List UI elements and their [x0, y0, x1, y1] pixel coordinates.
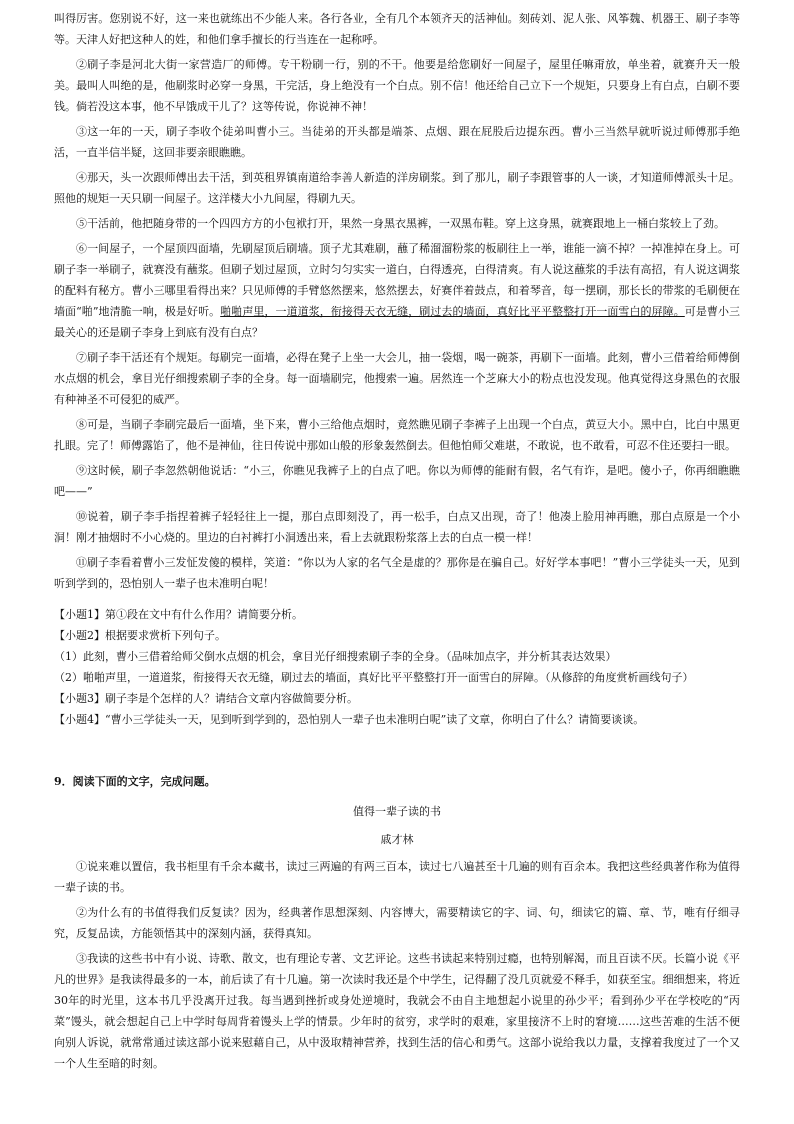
article-title: 值得一辈子读的书: [353, 805, 441, 818]
question-3: 【小题3】刷子李是个怎样的人？请结合文章内容做简要分析。: [54, 692, 358, 705]
underlined-sentence: 啪啪声里，一道道浆，衔接得天衣无缝，刷过去的墙面，真好比平平整整打开一面雪白的屏障。: [220, 305, 685, 318]
story-paragraph-9: ⑨这时候，刷子李忽然朝他说话：“小三，你瞧见我裤子上的白点了吧。你以为师傅的能耐有假，名气有诈，是吧。傻小子，你再细瞧瞧吧——”: [54, 464, 740, 498]
question-2-part-1: （1）此刻，曹小三借着给师父倒水点烟的机会，拿目光仔细搜索刷子李的全身。（品味加点字，并分析其表达效果）: [54, 650, 617, 663]
story-paragraph-8: ⑧可是，当刷子李刷完最后一面墙，坐下来，曹小三给他点烟时，竟然瞧见刷子李裤子上出现一个白点，黄豆大小。黑中白，比白中黑更扎眼。完了！师傅露馅了，他不是神仙，往日传说中那如山般的形象轰然倒去。但他怕师父难堪，不敢说，也不敢看，可忍不住还要扫一眼。: [54, 418, 740, 452]
article-author: 戚才林: [380, 833, 414, 846]
section-9-heading: 9．阅读下面的文字，完成问题。: [54, 775, 216, 788]
article-paragraph-2: ②为什么有的书值得我们反复读？因为，经典著作思想深刻、内容博大，需要精读它的字、词、句，细读它的篇、章、节，唯有仔细寻究，反复品读，方能领悟其中的深刻内涵，获得真知。: [54, 906, 740, 940]
question-2: 【小题2】根据要求赏析下列句子。: [54, 629, 226, 642]
article-paragraph-3: ③我读的这些书中有小说、诗歌、散文，也有理论专著、文艺评论。这些书读起来特别过瘾，也特别解渴，而且百读不厌。长篇小说《平凡的世界》是我读得最多的一本，前后读了有十几遍。第一次读时我还是个中学生，记得翻了没几页就爱不释手，如获至宝。细细想来，将近30年的时光里，这本书几乎没离开过我。每当遇到挫折或身处逆境时，我就会不由自主地想起小说里的孙少平；看到孙少平在学校吃的“丙菜”馒头，就会想起自己上中学时每周背着馒头上学的情景。少年时的贫穷，求学时的艰难，家里接济不上时的窘境……这些苦难的生活不便向别人诉说，就常常通过读这部小说来慰藉自己，从中汲取精神营养，找到生活的信心和勇气。这部小说给我以力量，支撑着我度过了一个又一个人生至暗的时刻。: [54, 952, 740, 1070]
story-paragraph-6: [54, 238, 740, 343]
question-4: 【小题4】“曹小三学徒头一天，见到听到学到的，恐怕别人一辈子也未准明白呢”读了文章，你明白了什么？请简要谈谈。: [54, 713, 645, 726]
story-paragraph-6-end: 可是曹小三最关心的还是刷子李身上到底有没有白点？: [54, 305, 741, 339]
question-2-part-2: （2）啪啪声里，一道道浆，衔接得天衣无缝，刷过去的墙面，真好比平平整整打开一面雪白的屏障。（从修辞的角度赏析画线句子）: [54, 671, 694, 684]
question-1: 【小题1】第①段在文中有什么作用？请简要分析。: [54, 608, 303, 621]
story-paragraph-11: ⑪刷子李看着曹小三发怔发傻的模样，笑道：“你以为人家的名气全是虚的？那你是在骗自己。好好学本事吧！”曹小三学徒头一天，见到听到学到的，恐怕别人一辈子也未准明白呢！: [54, 556, 740, 590]
story-paragraph-2: ②刷子李是河北大街一家营造厂的师傅。专干粉刷一行，别的不干。他要是给您刷好一间屋子，屋里任嘛甭放，单坐着，就赛升天一般美。最叫人叫绝的是，他刷浆时必穿一身黑，干完活，身上绝没有一个白点。别不信！他还给自己立下一个规矩，只要身上有白点，白刷不要钱。倘若没这本事，他不早饿成干儿了？这等传说，你说神不神！: [54, 58, 740, 113]
story-paragraph-7: ⑦刷子李干活还有个规矩。每刷完一面墙，必得在凳子上坐一大会儿，抽一袋烟，喝一碗茶，再刷下一面墙。此刻，曹小三借着给师傅倒水点烟的机会，拿目光仔细搜索刷子李的全身。每一面墙刷完，他搜索一遍。居然连一个芝麻大小的粉点也没发现。他真觉得这身黑色的衣服有种神圣不可侵犯的威严。: [54, 351, 740, 406]
story-paragraph-4: ④那天，头一次跟师傅出去干活，到英租界镇南道给李善人新造的洋房刷浆。到了那儿，刷子李跟管事的人一谈，才知道师傅派头十足。照他的规矩一天只刷一间屋子。这洋楼大小九间屋，得刷九天。: [54, 171, 740, 205]
story-paragraph-1-tail: 叫得厉害。您别说不好，这一来也就练出不少能人来。各行各业，全有几个本领齐天的活神仙。刻砖刘、泥人张、风筝魏、机器王、刷子李等等。天津人好把这种人的姓，和他们拿手擅长的行当连在一起称呼。: [54, 12, 740, 46]
question-list: [54, 604, 740, 730]
story-paragraph-10: ⑩说着，刷子李手指捏着裤子轻轻往上一提，那白点即刻没了，再一松手，白点又出现，奇了！他凑上脸用神再瞧，那白点原是一个小洞！刚才抽烟时不小心烧的。里边的白衬裤打小洞透出来，看上去就跟粉浆落上去的白点一模一样！: [54, 510, 740, 544]
story-paragraph-6-text: ⑥一间屋子，一个屋顶四面墙，先刷屋顶后刷墙。顶子尤其难刷，蘸了稀溜溜粉浆的板刷往上一举，谁能一滴不掉？一掉准掉在身上。可刷子李一举刷子，就赛没有蘸浆。但刷子划过屋顶，立时匀匀实实一道白，白得透亮，白得清爽。有人说这蘸浆的手法有高招，有人说这调浆的配料有秘方。曹小三哪里看得出来？只见师傅的手臂悠然摆来，悠然摆去，好赛伴着鼓点，和着琴音，每一摆刷，那长长的带浆的毛刷便在墙面“啪”地清脆一响，极是好听。: [54, 242, 740, 318]
story-paragraph-3: ③这一年的一天，刷子李收个徒弟叫曹小三。当徒弟的开头都是端茶、点烟、跟在屁股后边提东西。曹小三当然早就听说过师傅那手绝活，一直半信半疑，这回非要亲眼瞧瞧。: [54, 125, 740, 159]
story-paragraph-5: ⑤干活前，他把随身带的一个四四方方的小包袱打开，果然一身黑衣黑裤，一双黑布鞋。穿上这身黑，就赛跟地上一桶白浆较上了劲。: [76, 217, 725, 230]
article-paragraph-1: ①说来难以置信，我书柜里有千余本藏书，读过三两遍的有两三百本，读过七八遍甚至十几遍的则有百余本。我把这些经典著作称为值得一辈子读的书。: [54, 860, 740, 894]
